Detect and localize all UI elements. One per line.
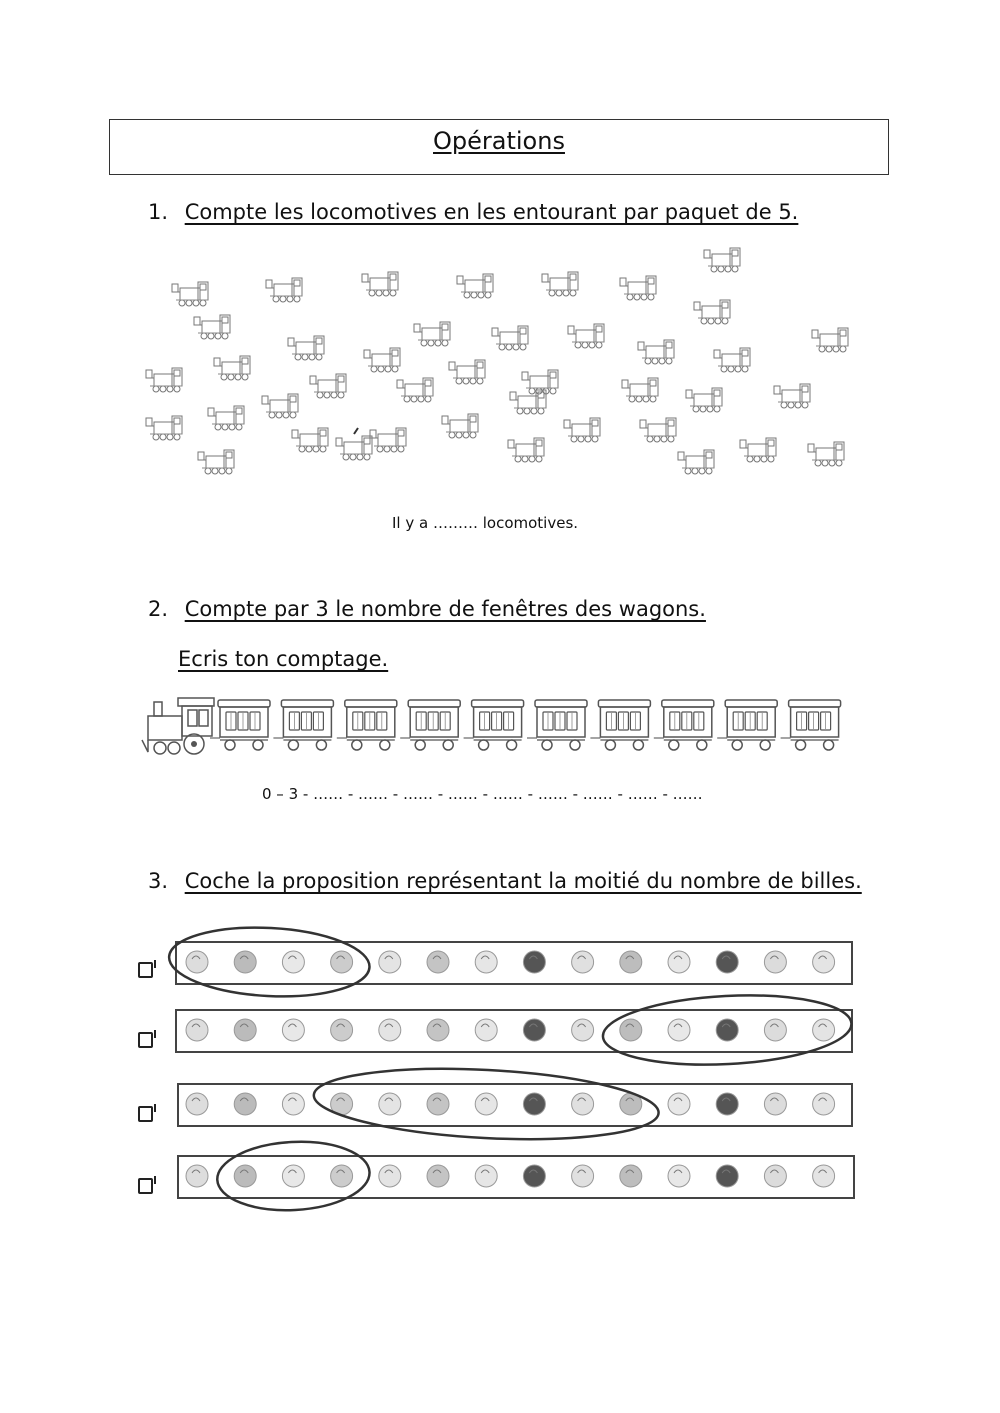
marble-icon	[764, 951, 786, 973]
marble-icon	[523, 1019, 545, 1041]
marble-icon	[813, 951, 835, 973]
marble-icon	[572, 1019, 594, 1041]
marble-icon	[427, 951, 449, 973]
marble-icon	[523, 1093, 545, 1115]
question-3-text: Coche la proposition représentant la moitié du nombre de billes.	[184, 869, 862, 893]
page-title: Opérations	[433, 127, 565, 155]
marble-icon	[716, 951, 738, 973]
checkbox-option-1[interactable]	[138, 962, 153, 978]
marble-icon	[475, 1165, 497, 1187]
marble-icon	[523, 951, 545, 973]
checkbox-option-3[interactable]	[138, 1106, 153, 1122]
marble-icon	[186, 1019, 208, 1041]
question-2-subtext-label: Ecris ton comptage.	[178, 647, 389, 671]
marble-icon	[668, 1019, 690, 1041]
marble-icon	[620, 1019, 642, 1041]
marble-icon	[331, 1019, 353, 1041]
marble-icon	[234, 1019, 256, 1041]
marble-icon	[379, 951, 401, 973]
marble-icon	[282, 951, 304, 973]
question-1-text: Compte les locomotives en les entourant par paquet de 5.	[184, 200, 799, 224]
marble-icon	[475, 951, 497, 973]
question-1-number: 1.	[148, 200, 169, 224]
marble-icon	[234, 951, 256, 973]
question-2-answer: 0 – 3 - …… - …… - …… - …… - …… - …… - …… - …… - ……	[262, 785, 703, 803]
marble-icon	[331, 1165, 353, 1187]
marble-icon	[186, 951, 208, 973]
marble-row	[178, 1061, 852, 1147]
marble-icon	[282, 1165, 304, 1187]
marble-icon	[764, 1165, 786, 1187]
marble-icon	[234, 1165, 256, 1187]
marble-icon	[331, 951, 353, 973]
marble-icon	[668, 951, 690, 973]
marble-icon	[764, 1093, 786, 1115]
marble-icon	[572, 951, 594, 973]
marble-icon	[572, 1165, 594, 1187]
marble-icon	[523, 1165, 545, 1187]
marble-icon	[813, 1165, 835, 1187]
marble-icon	[379, 1093, 401, 1115]
marble-icon	[716, 1019, 738, 1041]
marble-icon	[186, 1165, 208, 1187]
checkbox-option-2[interactable]	[138, 1032, 153, 1048]
question-3-number: 3.	[148, 869, 169, 893]
marble-icon	[379, 1019, 401, 1041]
marble-icon	[427, 1093, 449, 1115]
marble-icon	[813, 1093, 835, 1115]
marble-icon	[379, 1165, 401, 1187]
marble-row	[167, 923, 852, 1001]
marble-icon	[282, 1019, 304, 1041]
marble-icon	[716, 1165, 738, 1187]
question-2-text: Compte par 3 le nombre de fenêtres des wagons.	[184, 597, 706, 621]
marble-icon	[282, 1093, 304, 1115]
marble-row	[176, 990, 853, 1071]
question-2-number: 2.	[148, 597, 169, 621]
checkbox-option-4[interactable]	[138, 1178, 153, 1194]
marble-icon	[572, 1093, 594, 1115]
question-1-answer: Il y a ……… locomotives.	[392, 514, 579, 532]
marble-icon	[234, 1093, 256, 1115]
marble-icon	[813, 1019, 835, 1041]
marble-icon	[668, 1093, 690, 1115]
marble-icon	[475, 1093, 497, 1115]
marble-icon	[620, 1165, 642, 1187]
marble-icon	[186, 1093, 208, 1115]
marble-icon	[427, 1019, 449, 1041]
marble-row	[178, 1138, 854, 1214]
marble-icon	[620, 951, 642, 973]
marble-icon	[716, 1093, 738, 1115]
marble-icon	[668, 1165, 690, 1187]
marble-icon	[427, 1165, 449, 1187]
marble-icon	[764, 1019, 786, 1041]
marble-icon	[475, 1019, 497, 1041]
